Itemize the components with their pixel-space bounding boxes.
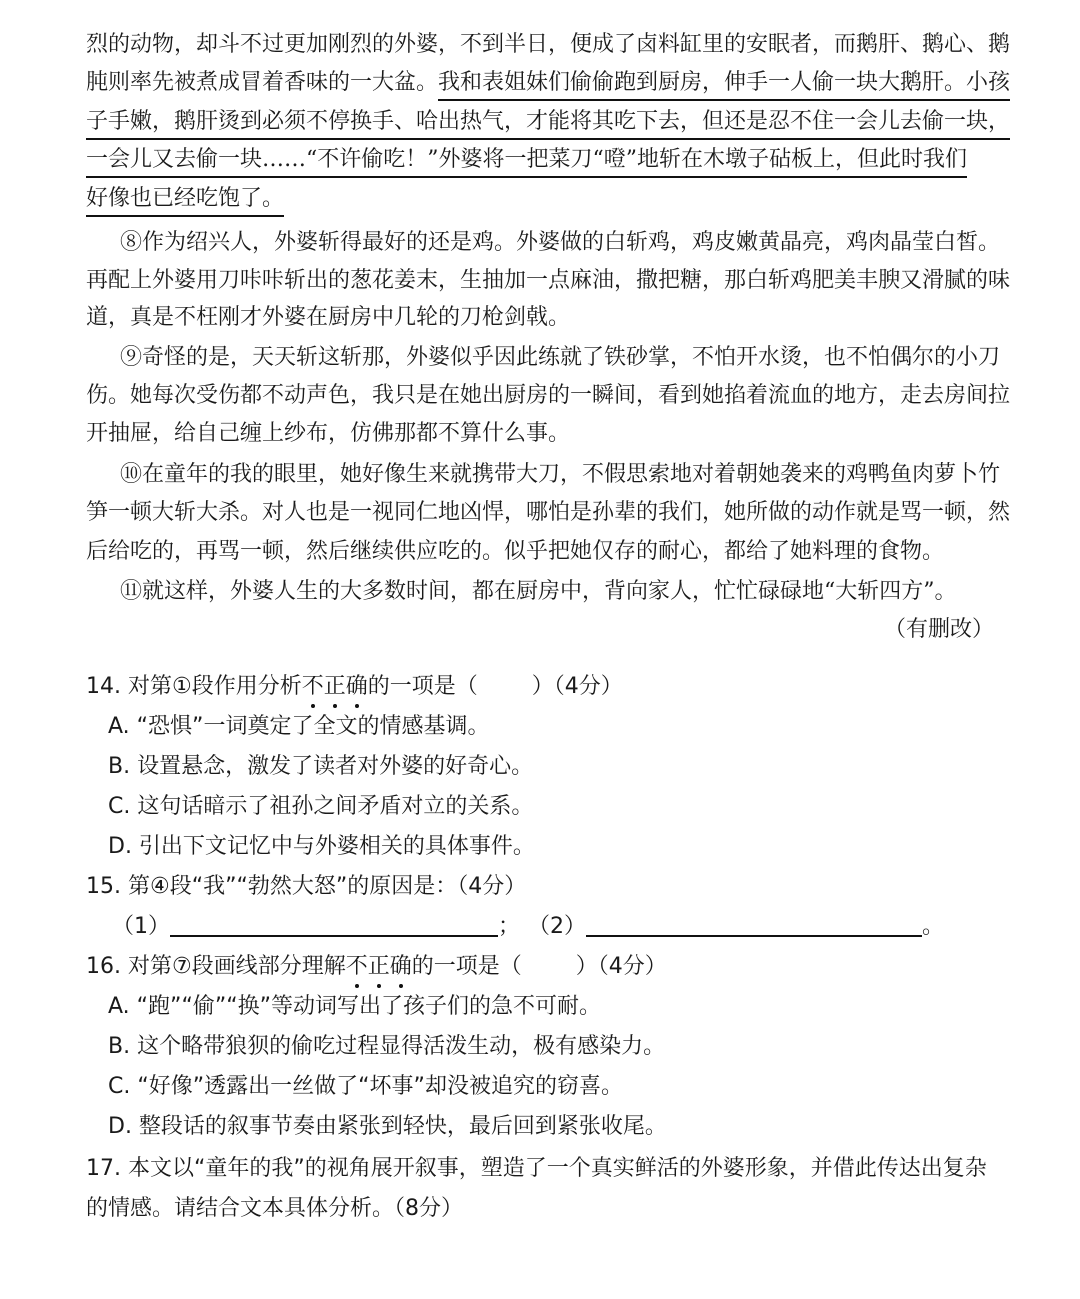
answer-blank-1[interactable] (170, 913, 498, 937)
emphasis-char: 确 (390, 952, 412, 982)
p10-line-3: 后给吃的，再骂一顿，然后继续供应吃的。似乎把她仅存的耐心，都给了她料理的食物。 (86, 539, 945, 564)
emphasis-char: 确 (346, 672, 368, 702)
p10-line-1: ⑩在童年的我的眼里，她好像生来就携带大刀，不假思索地对着朝她袭来的鸡鸭鱼肉萝卜竹 (120, 462, 1001, 487)
p7-line-3 (0, 107, 1080, 140)
q15-stem: 15. 第④段“我”“勃然大怒”的原因是：（4分） (86, 874, 527, 899)
q14-option-a: A. “恐惧”一词奠定了全文的情感基调。 (108, 714, 490, 739)
p7-line-5 (0, 184, 1080, 217)
underlined-passage: 我和表姐妹们偷偷跑到厨房，伸手一人偷一块大鹅肝。小孩 (438, 68, 1010, 101)
p11-line: ⑪就这样，外婆人生的大多数时间，都在厨房中，背向家人，忙忙碌碌地“大斩四方”。 (120, 579, 957, 604)
p8-line-3: 道，真是不枉刚才外婆在厨房中几轮的刀枪剑戟。 (86, 305, 571, 330)
q17-stem-line-2: 的情感。请结合文本具体分析。（8分） (86, 1196, 463, 1221)
emphasis-char: 正 (324, 672, 346, 702)
underlined-passage: 一会儿又去偷一块……“不许偷吃！”外婆将一把菜刀“噔”地斩在木墩子砧板上，但此时我们 (86, 145, 967, 178)
p7-line-2: 肫则率先被煮成冒着香味的一大盆。我和表姐妹们偷偷跑到厨房，伸手一人偷一块大鹅肝。小孩 (0, 68, 1080, 101)
p9-line-3: 开抽屉，给自己缠上纱布，仿佛那都不算什么事。 (86, 421, 571, 446)
p8-line-2: 再配上外婆用刀咔咔斩出的葱花姜末，生抽加一点麻油，撒把糖，那白斩鸡肥美丰腴又滑腻的味 (86, 268, 1011, 293)
underlined-passage: 好像也已经吃饱了。 (86, 184, 284, 217)
p10-line-2: 笋一顿大斩大杀。对人也是一视同仁地凶悍，哪怕是孙辈的我们，她所做的动作就是骂一顿，然 (86, 500, 1011, 525)
p7-line-4 (0, 145, 1080, 178)
emphasis-char: 不 (346, 952, 368, 982)
p8-line-1: ⑧作为绍兴人，外婆斩得最好的还是鸡。外婆做的白斩鸡，鸡皮嫩黄晶亮，鸡肉晶莹白皙。 (120, 230, 1001, 255)
p9-line-2: 伤。她每次受伤都不动声色，我只是在她出厨房的一瞬间，看到她掐着流血的地方，走去房间拉 (86, 383, 1011, 408)
emphasis-char: 正 (368, 952, 390, 982)
q16-stem: 16. 对第⑦段画线部分理解不正确的一项是（ ）（4分） (0, 952, 1080, 982)
q14-option-d: D. 引出下文记忆中与外婆相关的具体事件。 (108, 834, 535, 859)
p9-line-1: ⑨奇怪的是，天天斩这斩那，外婆似乎因此练就了铁砂掌，不怕开水烫，也不怕偶尔的小刀 (120, 345, 1001, 370)
q14-option-c: C. 这句话暗示了祖孙之间矛盾对立的关系。 (108, 794, 534, 819)
q16-option-b: B. 这个略带狼狈的偷吃过程显得活泼生动，极有感染力。 (108, 1034, 666, 1059)
q16-option-c: C. “好像”透露出一丝做了“坏事”却没被追究的窃喜。 (108, 1074, 623, 1099)
q14-option-b: B. 设置悬念，激发了读者对外婆的好奇心。 (108, 754, 534, 779)
answer-blank-2[interactable] (586, 913, 922, 937)
emphasis-char: 不 (302, 672, 324, 702)
q15-answers: （1） ； （2） 。 (112, 914, 945, 939)
q16-option-a: A. “跑”“偷”“换”等动词写出了孩子们的急不可耐。 (108, 994, 602, 1019)
q17-stem-line-1: 17. 本文以“童年的我”的视角展开叙事，塑造了一个真实鲜活的外婆形象，并借此传达出复杂 (86, 1156, 987, 1181)
p7-line-1: 烈的动物，却斗不过更加刚烈的外婆，不到半日，便成了卤料缸里的安眠者，而鹅肝、鹅心、鹅 (86, 32, 1011, 57)
source-note: （有删改） (884, 617, 995, 642)
q16-option-d: D. 整段话的叙事节奏由紧张到轻快，最后回到紧张收尾。 (108, 1114, 667, 1139)
underlined-passage: 子手嫩，鹅肝烫到必须不停换手、哈出热气，才能将其吃下去，但还是忍不住一会儿去偷一块， (86, 107, 1010, 140)
q14-stem: 14. 对第①段作用分析不正确的一项是（ ）（4分） (0, 672, 1080, 702)
